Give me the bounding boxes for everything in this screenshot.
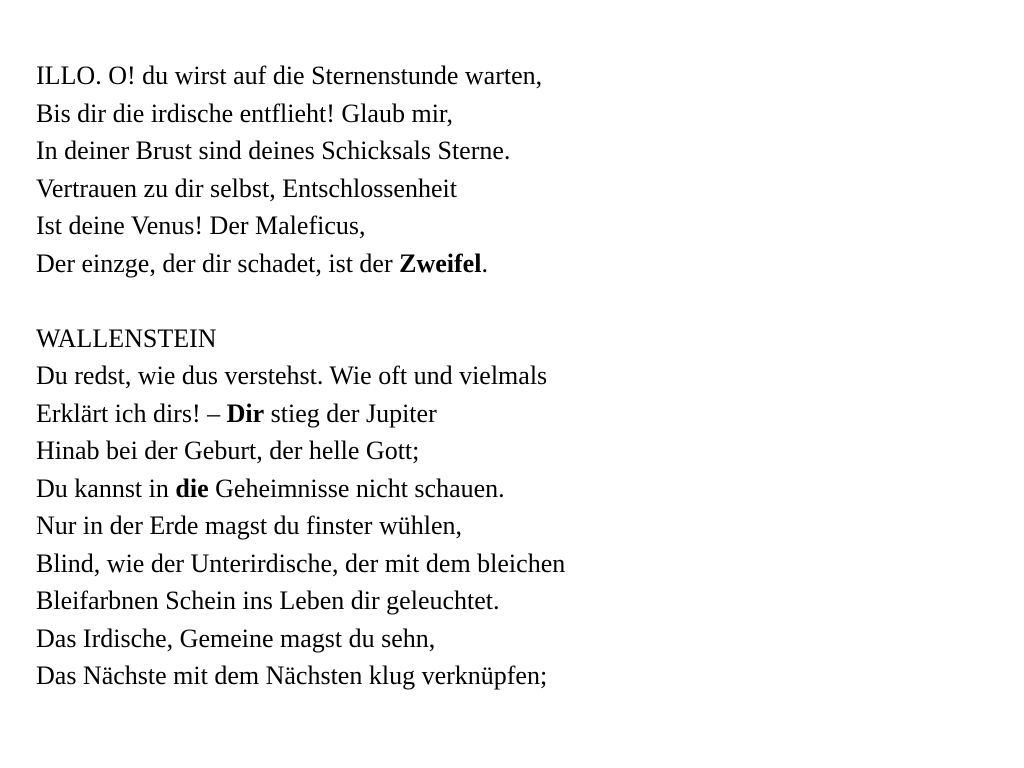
verse-line: Vertrauen zu dir selbst, Entschlossenheit bbox=[36, 173, 457, 203]
verse-line bbox=[36, 470, 565, 508]
verse-line bbox=[36, 395, 565, 433]
verse-line: ILLO. O! du wirst auf die Sternenstunde warten, bbox=[36, 61, 543, 90]
verse-segment: . bbox=[481, 248, 488, 278]
verse-line: Ist deine Venus! Der Maleficus, bbox=[36, 211, 366, 240]
verse-segment: Der einzge, der dir schadet, ist der bbox=[36, 248, 400, 278]
verse-segment: Du kannst in bbox=[36, 473, 176, 503]
speaker-name: WALLENSTEIN bbox=[36, 323, 217, 353]
verse-line: Blind, wie der Unterirdische, der mit dem bleichen bbox=[36, 548, 566, 578]
bold-word: Dir bbox=[226, 398, 265, 428]
verse-segment: Erklärt ich dirs! – bbox=[36, 398, 227, 428]
bold-word: Zweifel bbox=[399, 248, 482, 278]
verse-line: Hinab bei der Geburt, der helle Gott; bbox=[36, 436, 420, 465]
stanza-gap bbox=[36, 282, 565, 320]
verse-segment: stieg der Jupiter bbox=[264, 398, 437, 428]
verse-line: Nur in der Erde magst du finster wühlen, bbox=[36, 511, 463, 540]
bold-word: die bbox=[175, 473, 209, 503]
verse-line: Das Nächste mit dem Nächsten klug verknüpfen; bbox=[36, 661, 548, 690]
verse-line: In deiner Brust sind deines Schicksals Sterne. bbox=[36, 136, 511, 165]
verse-line: Bleifarbnen Schein ins Leben dir geleuchtet. bbox=[36, 586, 500, 615]
verse-line: Bis dir die irdische entflieht! Glaub mir, bbox=[36, 98, 454, 128]
verse-line bbox=[36, 245, 565, 283]
verse-segment: Geheimnisse nicht schauen. bbox=[208, 473, 505, 503]
verse-text bbox=[36, 57, 565, 695]
verse-line: Das Irdische, Gemeine magst du sehn, bbox=[36, 623, 436, 653]
verse-line: Du redst, wie dus verstehst. Wie oft und vielmals bbox=[36, 361, 548, 390]
